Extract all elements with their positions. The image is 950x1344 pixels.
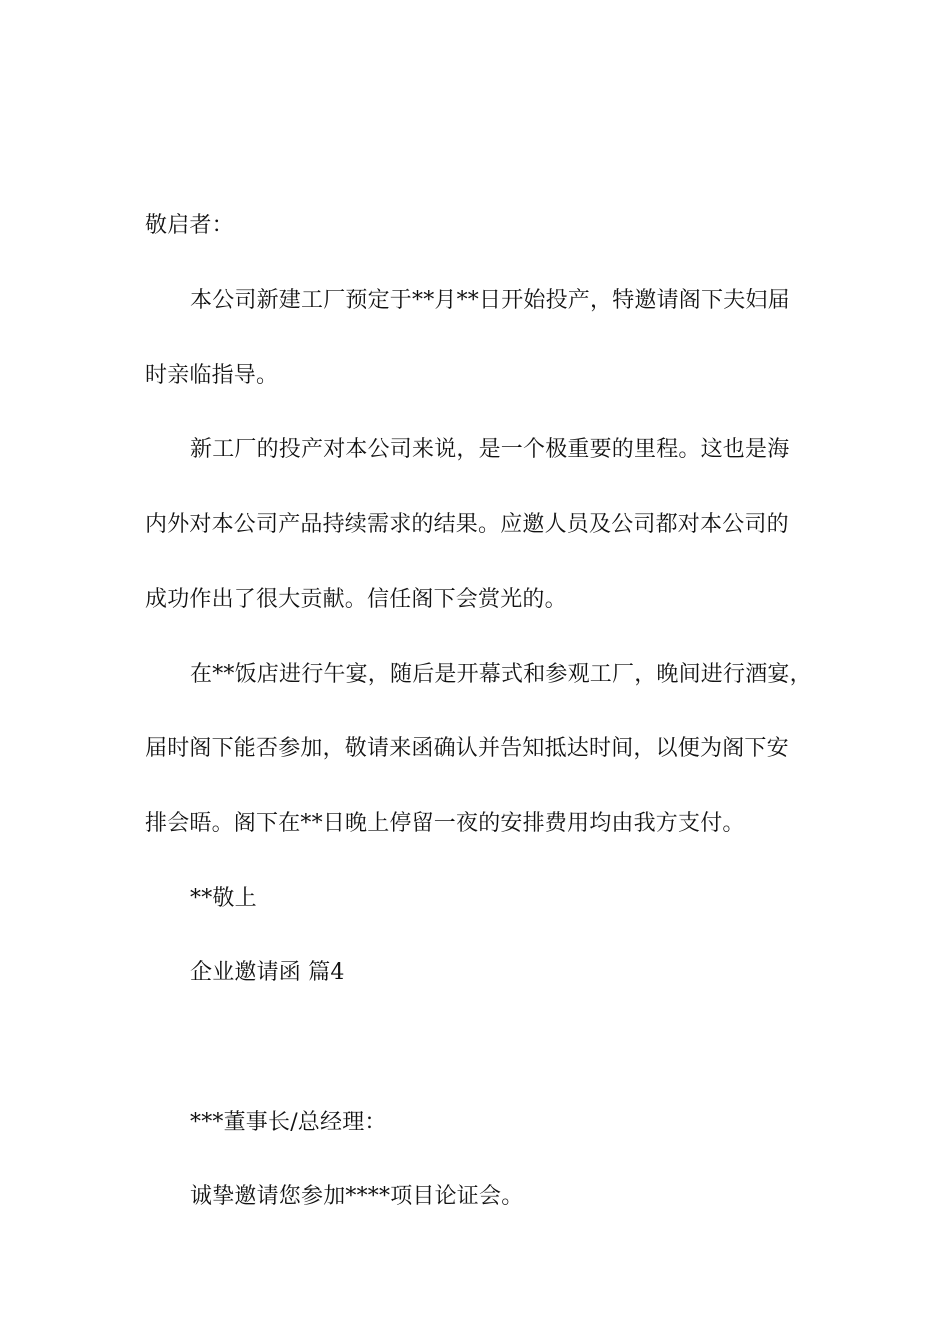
paragraph-2-line-1: 新工厂的投产对本公司来说，是一个极重要的里程。这也是海: [190, 437, 790, 462]
section-title: 企业邀请函 篇4: [190, 960, 345, 985]
paragraph-2-line-3: 成功作出了很大贡献。信任阁下会赏光的。: [145, 587, 567, 612]
paragraph-1-line-1: 本公司新建工厂预定于**月**日开始投产，特邀请阁下夫妇届: [190, 288, 790, 313]
salutation: 敬启者：: [145, 213, 234, 238]
paragraph-2-line-2: 内外对本公司产品持续需求的结果。应邀人员及公司都对本公司的: [145, 512, 789, 537]
paragraph-3-line-1: 在**饭店进行午宴，随后是开幕式和参观工厂，晚间进行酒宴，: [190, 662, 812, 687]
paragraph-3-line-2: 届时阁下能否参加，敬请来函确认并告知抵达时间，以便为阁下安: [145, 736, 789, 761]
paragraph-3-line-3: 排会晤。阁下在**日晚上停留一夜的安排费用均由我方支付。: [145, 811, 745, 836]
invitation-line: 诚挚邀请您参加****项目论证会。: [190, 1184, 524, 1209]
closing-signature: **敬上: [190, 886, 257, 911]
recipient-salutation: ***董事长/总经理：: [190, 1110, 387, 1135]
paragraph-1-line-2: 时亲临指导。: [145, 363, 279, 388]
